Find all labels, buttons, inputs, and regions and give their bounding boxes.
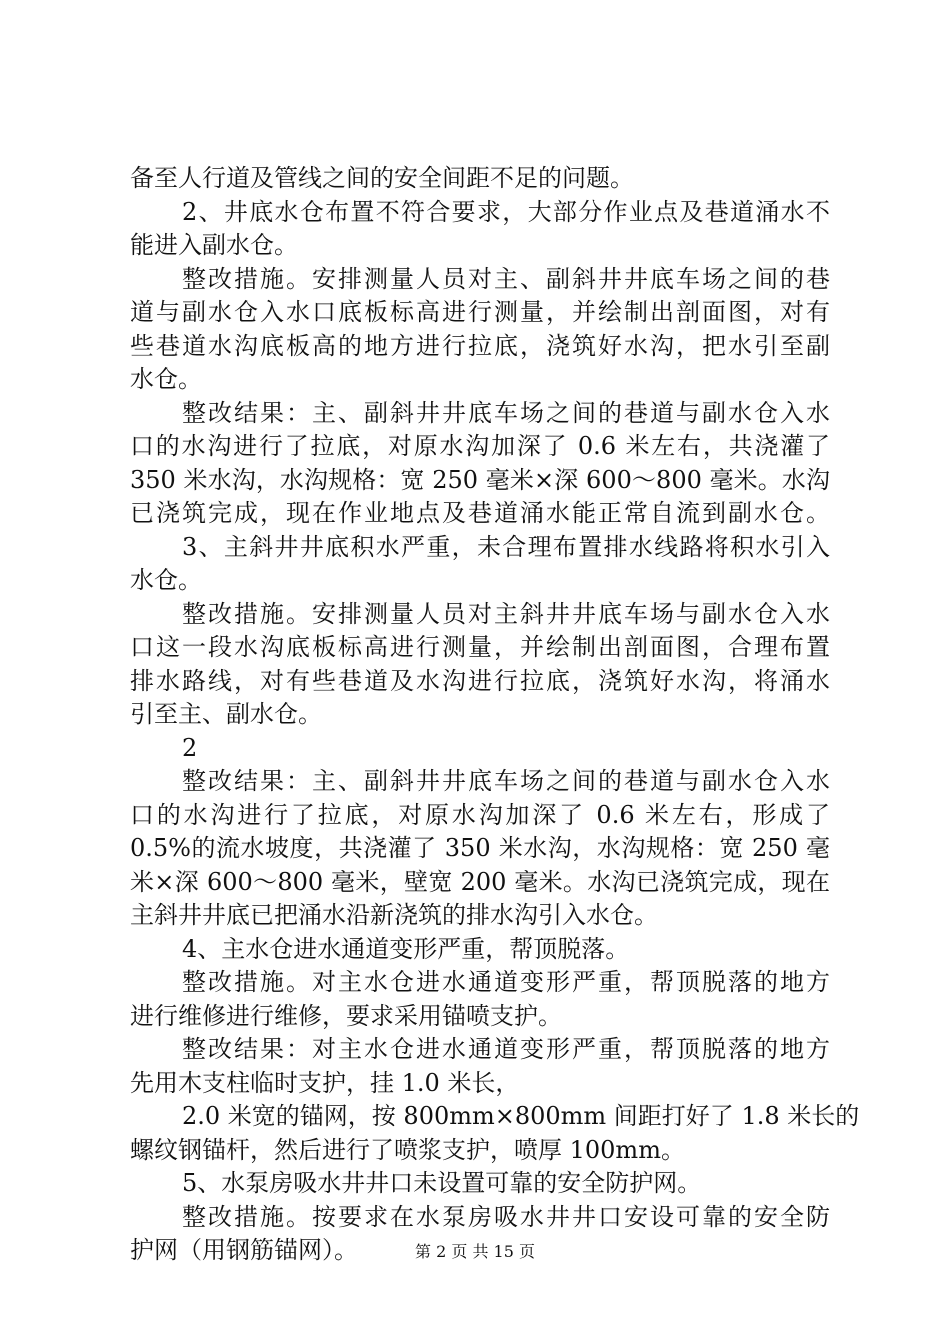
- text-line: 整改措施。对主水仓进水通道变形严重，帮顶脱落的地方: [182, 968, 830, 996]
- text-line: 2、井底水仓布置不符合要求，大部分作业点及巷道涌水不: [182, 197, 830, 226]
- text-line: 主斜井井底已把涌水沿新浇筑的排水沟引入水仓。: [130, 901, 658, 929]
- text-line: 整改措施。按要求在水泵房吸水井井口安设可靠的安全防: [182, 1202, 830, 1231]
- text-line: 水仓。: [130, 365, 202, 393]
- text-line: 整改结果：主、副斜井井底车场之间的巷道与副水仓入水: [182, 767, 830, 795]
- text-line: 能进入副水仓。: [130, 231, 298, 259]
- text-line: 口这一段水沟底板标高进行测量，并绘制出剖面图，合理布置: [130, 633, 830, 661]
- text-line: 350 米水沟，水沟规格：宽 250 毫米×深 600～800 毫米。水沟: [130, 465, 830, 494]
- text-line: 螺纹钢锚杆，然后进行了喷浆支护，喷厚 100mm。: [130, 1135, 685, 1164]
- text-line: 整改措施。安排测量人员对主、副斜井井底车场之间的巷: [182, 264, 830, 293]
- text-line: 水仓。: [130, 566, 202, 594]
- text-line: 引至主、副水仓。: [130, 700, 322, 728]
- document-body: [130, 162, 860, 1268]
- text-line: 5、水泵房吸水井井口未设置可靠的安全防护网。: [182, 1169, 702, 1197]
- text-line: 2: [182, 733, 198, 762]
- text-line: 排水路线，对有些巷道及水沟进行拉底，浇筑好水沟，将涌水: [130, 666, 830, 695]
- text-line: 备至人行道及管线之间的安全间距不足的问题。: [130, 164, 634, 192]
- text-line: 整改结果：主、副斜井井底车场之间的巷道与副水仓入水: [182, 398, 830, 427]
- text-line: 口的水沟进行了拉底，对原水沟加深了 0.6 米左右，形成了: [130, 800, 830, 829]
- text-line: 4、主水仓进水通道变形严重，帮顶脱落。: [182, 934, 630, 963]
- text-line: 整改措施。安排测量人员对主斜井井底车场与副水仓入水: [182, 599, 830, 628]
- text-line: 2.0 米宽的锚网，按 800mm×800mm 间距打好了 1.8 米长的: [182, 1102, 860, 1130]
- text-line: 已浇筑完成，现在作业地点及巷道涌水能正常自流到副水仓。: [130, 499, 830, 527]
- text-line: 先用木支柱临时支护，挂 1.0 米长，: [130, 1068, 520, 1097]
- text-line: 0.5%的流水坡度，共浇灌了 350 米水沟，水沟规格：宽 250 毫: [130, 834, 830, 862]
- text-line: 口的水沟进行了拉底，对原水沟加深了 0.6 米左右，共浇灌了: [130, 432, 830, 460]
- text-line: 进行维修进行维修，要求采用锚喷支护。: [130, 1001, 562, 1030]
- text-line: 3、主斜井井底积水严重，未合理布置排水线路将积水引入: [182, 532, 830, 561]
- text-line: 米×深 600～800 毫米，壁宽 200 毫米。水沟已浇筑完成，现在: [130, 867, 830, 896]
- text-line: 护网（用钢筋锚网）。: [130, 1236, 358, 1264]
- text-line: 些巷道水沟底板高的地方进行拉底，浇筑好水沟，把水引至副: [130, 331, 830, 360]
- text-line: 道与副水仓入水口底板标高进行测量，并绘制出剖面图，对有: [130, 298, 830, 326]
- text-line: 整改结果：对主水仓进水通道变形严重，帮顶脱落的地方: [182, 1035, 830, 1063]
- page-footer: 第 2 页 共 15 页: [415, 1242, 535, 1261]
